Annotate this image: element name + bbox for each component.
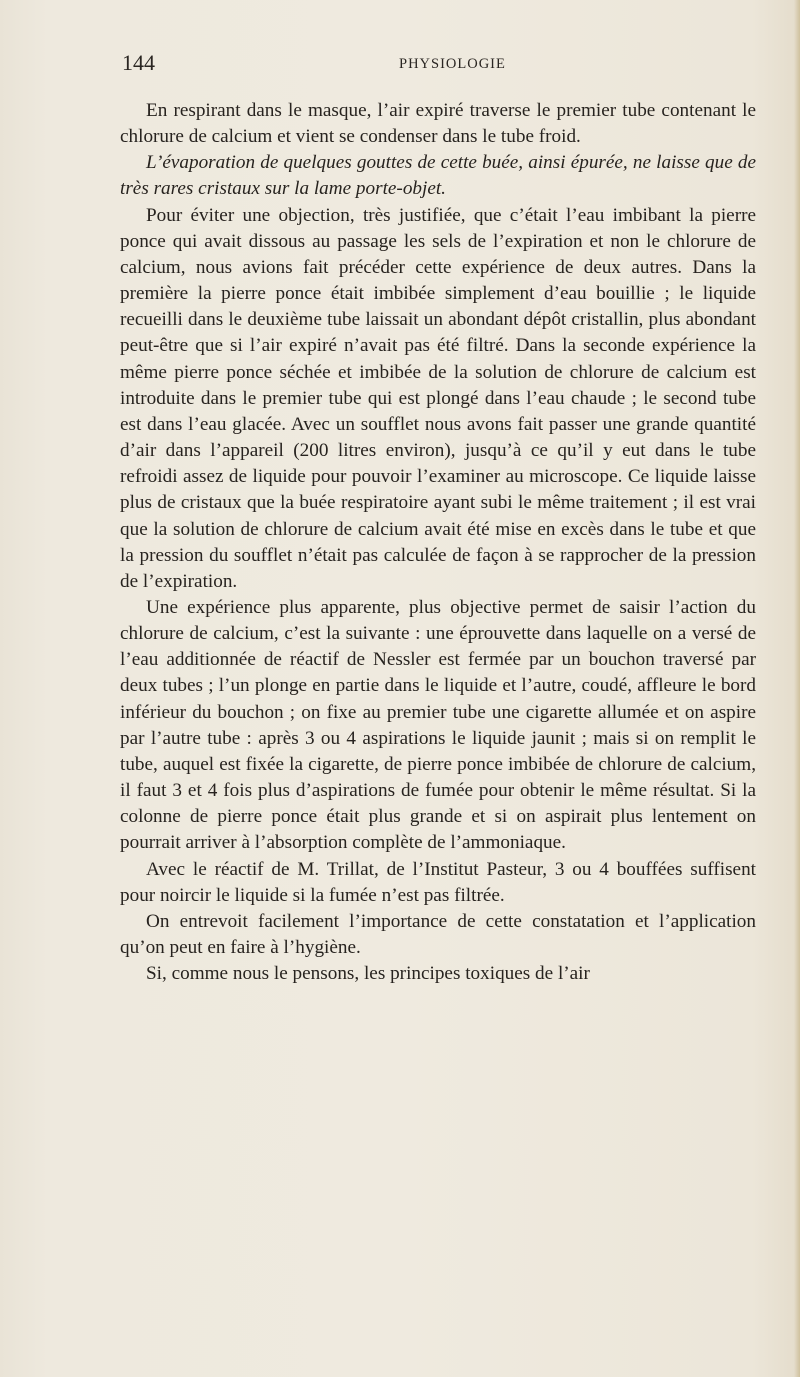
page-edge-shadow	[794, 0, 800, 1377]
paragraph: Si, comme nous le pensons, les principes toxiques de l’air	[146, 963, 590, 985]
running-title: PHYSIOLOGIE	[399, 56, 506, 72]
running-head	[122, 46, 756, 76]
paragraph: Pour éviter une objection, très justifiée, que c’était l’eau imbibant la pierre ponce qui avait dissous au passage les sels de l’expiration et non le chlorure de calcium, nous avions fait précéder cette expérience de deux autres. Dans la première la pierre ponce était imbibée simplement d’eau bouillie ; le liquide recueilli dans le deuxième tube laissait un abondant dépôt cristallin, plus abondant peut-être que si l’air expiré n’avait pas été filtré. Dans la seconde expérience la même pierre ponce séchée et imbibée de la solution de chlorure de calcium est introduite dans le premier tube qui est plongé dans l’eau chaude ; le second tube est dans l’eau glacée. Avec un soufflet nous avons fait passer une grande quantité d’air dans l’appareil (200 litres environ), jusqu’à ce qu’il y eut dans le tube refroidi assez de liquide pour pouvoir l’examiner au microscope. Ce liquide laisse plus de cristaux que la buée respiratoire ayant subi le même traitement ; il est vrai que la solution de chlorure de calcium avait été mise en excès dans le tube et que la pression du soufflet n’était pas calculée de façon à se rapprocher de la pression de l’expiration.	[120, 204, 756, 592]
page-number: 144	[122, 50, 155, 75]
paragraph: Une expérience plus apparente, plus objective permet de saisir l’action du chlorure de calcium, c’est la suivante : une éprouvette dans laquelle on a versé de l’eau additionnée de réactif de Nessler est fermée par un bouchon traversé par deux tubes ; l’un plonge en partie dans le liquide et l’autre, coudé, affleure le bord inférieur du bouchon ; on fixe au premier tube une cigarette allumée et on aspire par l’autre tube : après 3 ou 4 aspirations le liquide jaunit ; mais si on remplit le tube, auquel est fixée la cigarette, de pierre ponce imbibée de chlorure de calcium, il faut 3 et 4 fois plus d’aspirations de fumée pour obtenir le même résultat. Si la colonne de pierre ponce était plus grande et si on aspirait plus lentement on pourrait arriver à l’absorption complète de l’ammoniaque.	[120, 596, 756, 854]
paragraph: Avec le réactif de M. Trillat, de l’Institut Pasteur, 3 ou 4 bouffées suffisent pour noircir le liquide si la fumée n’est pas filtrée.	[120, 858, 756, 906]
paragraph-italic: L’évaporation de quelques gouttes de cette buée, ainsi épurée, ne laisse que de très rares cristaux sur la lame porte-objet.	[120, 152, 756, 200]
body-text	[120, 98, 756, 987]
paragraph: En respirant dans le masque, l’air expiré traverse le premier tube contenant le chlorure de calcium et vient se condenser dans le tube froid.	[120, 100, 756, 148]
paragraph: On entrevoit facilement l’importance de cette constatation et l’application qu’on peut en faire à l’hygiène.	[120, 910, 756, 958]
